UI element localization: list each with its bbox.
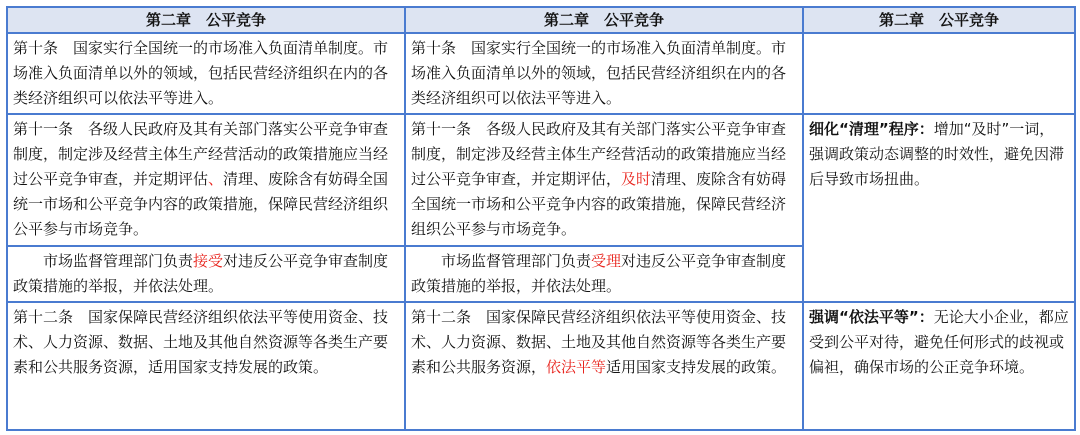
article-12-note	[803, 302, 1075, 430]
article-10-note	[803, 33, 1075, 114]
changed-text: 接受	[193, 252, 224, 270]
article-11-revised: 第十一条 各级人民政府及其有关部门落实公平竞争审查制度，制定涉及经营主体生产经营活动的政策措施应当经过公平竞争审查，并定期评估，及时清理、废除含有妨碍全国统一市场和公平竞争内容的政策措施，保障民营经济组织公平参与市场竞争。	[405, 114, 803, 246]
article-10-original: 第十条 国家实行全国统一的市场准入负面清单制度。市场准入负面清单以外的领域，包括民营经济组织在内的各类经济组织可以依法平等进入。	[7, 33, 405, 114]
article-12-original: 第十二条 国家保障民营经济组织依法平等使用资金、技术、人力资源、数据、土地及其他自然资源等各类生产要素和公共服务资源，适用国家支持发展的政策。	[7, 302, 405, 430]
changed-text: 依法平等	[546, 358, 607, 376]
article-11-original: 第十一条 各级人民政府及其有关部门落实公平竞争审查制度，制定涉及经营主体生产经营活动的政策措施应当经过公平竞争审查，并定期评估、清理、废除含有妨碍全国统一市场和公平竞争内容的政策措施，保障民营经济组织公平参与市场竞争。	[7, 114, 405, 246]
changed-text: 、	[208, 170, 224, 188]
note-title: 强调“依法平等”：	[809, 308, 934, 326]
note-body: 增加“及时”一词，强调政策动态调整的时效性，避免因滞后导致市场扭曲。	[809, 120, 1065, 188]
article-11-p2-original: 市场监督管理部门负责接受对违反公平竞争审查制度政策措施的举报，并依法处理。	[7, 246, 405, 302]
article-11-p2-revised: 市场监督管理部门负责受理对违反公平竞争审查制度政策措施的举报，并依法处理。	[405, 246, 803, 302]
changed-text: 受理	[591, 252, 622, 270]
header-notes: 第二章 公平竞争	[803, 7, 1075, 33]
table-row-article-10	[7, 33, 1075, 114]
changed-text: 及时	[621, 170, 652, 188]
header-original: 第二章 公平竞争	[7, 7, 405, 33]
note-title: 细化“清理”程序：	[809, 120, 934, 138]
note-body: 无论大小企业，都应受到公平对待，避免任何形式的歧视或偏袒，确保市场的公正竞争环境。	[809, 308, 1069, 376]
article-10-revised: 第十条 国家实行全国统一的市场准入负面清单制度。市场准入负面清单以外的领域，包括民营经济组织在内的各类经济组织可以依法平等进入。	[405, 33, 803, 114]
table-row-article-11	[7, 114, 1075, 246]
comparison-table	[6, 6, 1076, 431]
header-revised: 第二章 公平竞争	[405, 7, 803, 33]
article-12-revised: 第十二条 国家保障民营经济组织依法平等使用资金、技术、人力资源、数据、土地及其他自然资源等各类生产要素和公共服务资源，依法平等适用国家支持发展的政策。	[405, 302, 803, 430]
table-row-article-12	[7, 302, 1075, 430]
article-11-note	[803, 114, 1075, 302]
header-row	[7, 7, 1075, 33]
